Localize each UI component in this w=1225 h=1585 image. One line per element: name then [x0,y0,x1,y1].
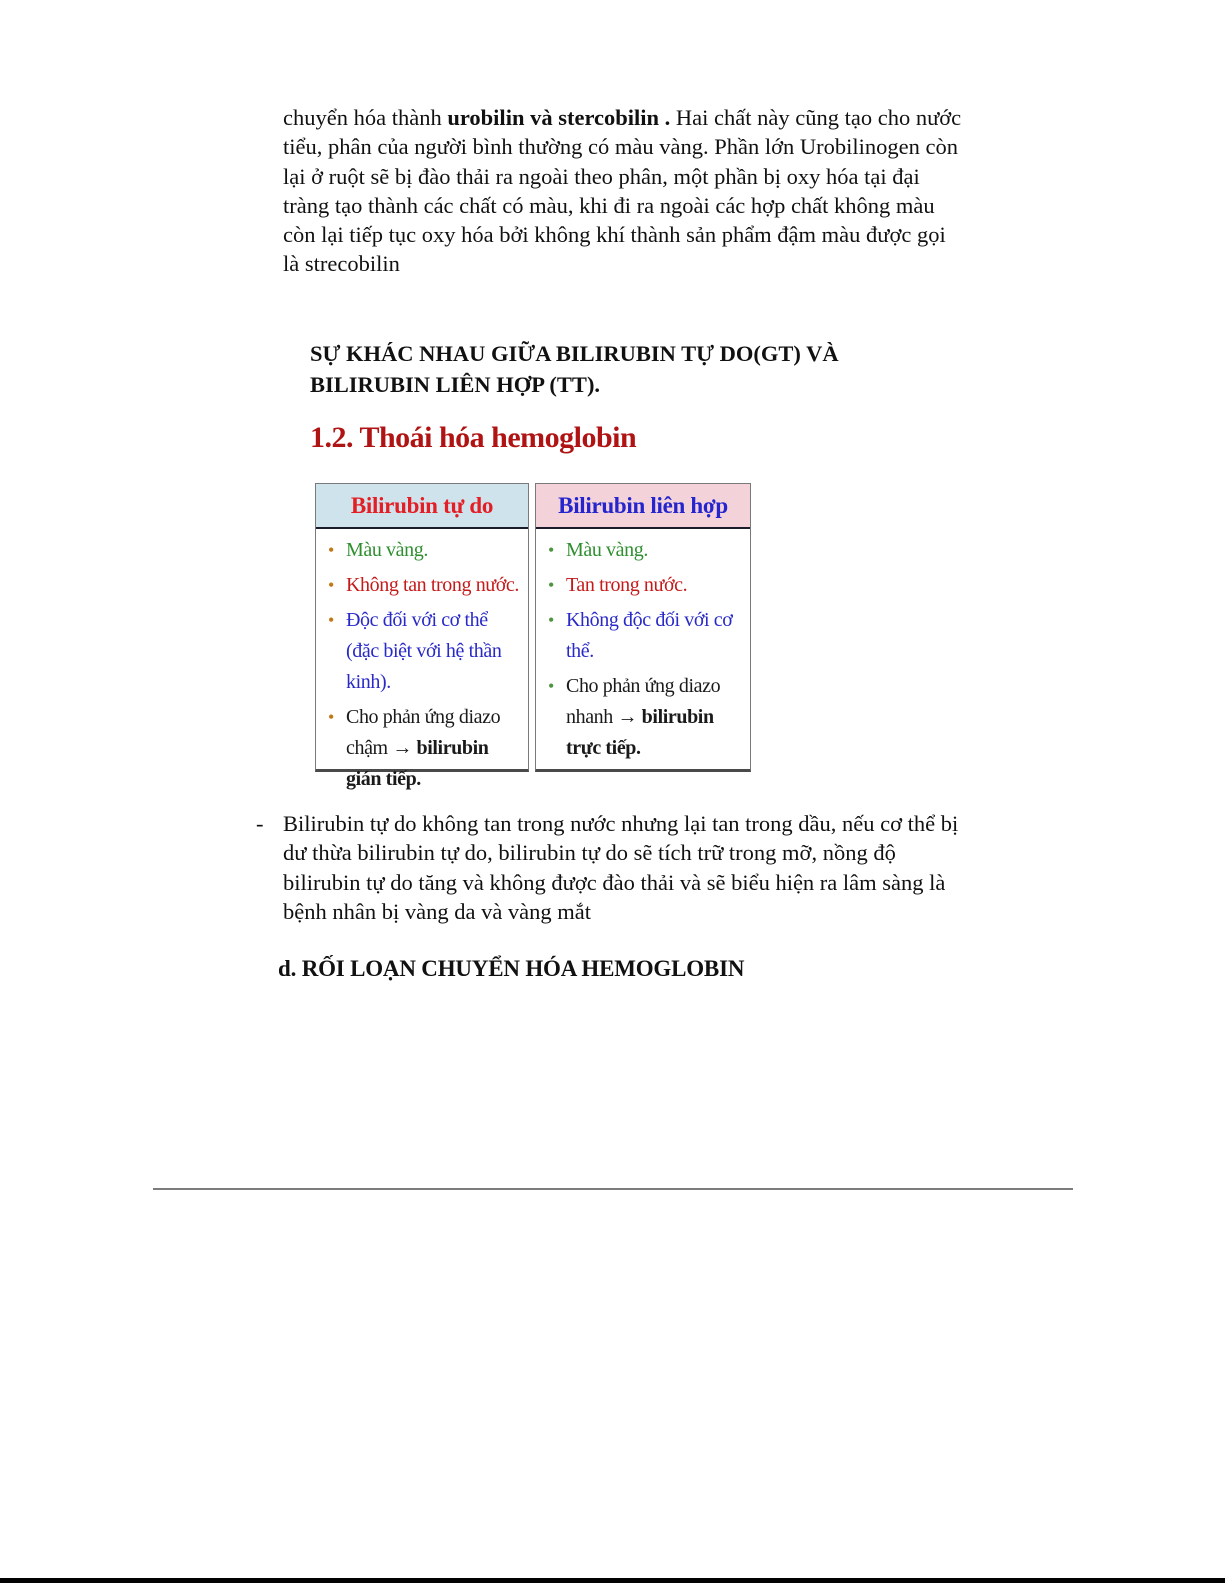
dash-marker: - [256,811,264,836]
divider-rule [153,1188,1073,1190]
bilirubin-free-header: Bilirubin tự do [316,484,528,529]
list-item: • Độc đối với cơ thể (đặc biệt với hệ thần kinh). [320,605,524,698]
bilirubin-conjugated-panel [535,483,751,772]
intro-plain-2: Hai chất này cũng tạo cho nước tiểu, phân của người bình thường có màu vàng. Phần lớn Urobilinogen còn lại ở ruột sẽ bị đào thải ra ngoài theo phân, một phần bị oxy hóa tại đại tràng tạo thành các chất có màu, khi đi ra ngoài các hợp chất không màu còn lại tiếp tục oxy hóa bởi không khí thành sản phẩm đậm màu được gọi là strecobilin [283,105,962,277]
list-item: • Tan trong nước. [540,570,746,601]
intro-bold: urobilin và stercobilin . [447,105,671,130]
list-item: • Màu vàng. [320,535,524,566]
bilirubin-conjugated-body [536,529,750,769]
intro-plain-1: chuyển hóa thành [283,105,448,130]
note-paragraph [256,809,968,926]
bullet-marker: • [548,540,554,560]
comparison-table [315,483,751,790]
list-item: • Màu vàng. [540,535,746,566]
list-item: • Cho phản ứng diazo nhanh → bilirubin trực tiếp. [540,671,746,764]
bullet-marker: • [328,575,334,595]
section-heading: SỰ KHÁC NHAU GIỮA BILIRUBIN TỰ DO(GT) VÀ BILIRUBIN LIÊN HỢP (TT). [310,341,839,397]
bilirubin-free-panel [315,483,529,790]
subsection-heading: 1.2. Thoái hóa hemoglobin [310,421,637,454]
bilirubin-free-body [316,529,528,799]
bullet-marker: • [328,540,334,560]
bullet-marker: • [548,676,554,696]
bullet-marker: • [328,610,334,630]
closing-heading: d. RỐI LOẠN CHUYỂN HÓA HEMOGLOBIN [278,956,745,981]
list-item: • Không độc đối với cơ thể. [540,605,746,667]
list-item: • Cho phản ứng diazo chậm → bilirubin gián tiếp. [320,702,524,795]
note-text: Bilirubin tự do không tan trong nước nhưng lại tan trong dầu, nếu cơ thể bị dư thừa bilirubin tự do, bilirubin tự do sẽ tích trữ trong mỡ, nồng độ bilirubin tự do tăng và không được đào thải và sẽ biểu hiện ra lâm sàng là bệnh nhân bị vàng da và vàng mắt [283,811,959,924]
bullet-marker: • [548,610,554,630]
bullet-marker: • [548,575,554,595]
bullet-marker: • [328,707,334,727]
bottom-bar [0,1578,1225,1583]
intro-paragraph [283,103,963,279]
list-item: • Không tan trong nước. [320,570,524,601]
bilirubin-conjugated-header: Bilirubin liên hợp [536,484,750,529]
